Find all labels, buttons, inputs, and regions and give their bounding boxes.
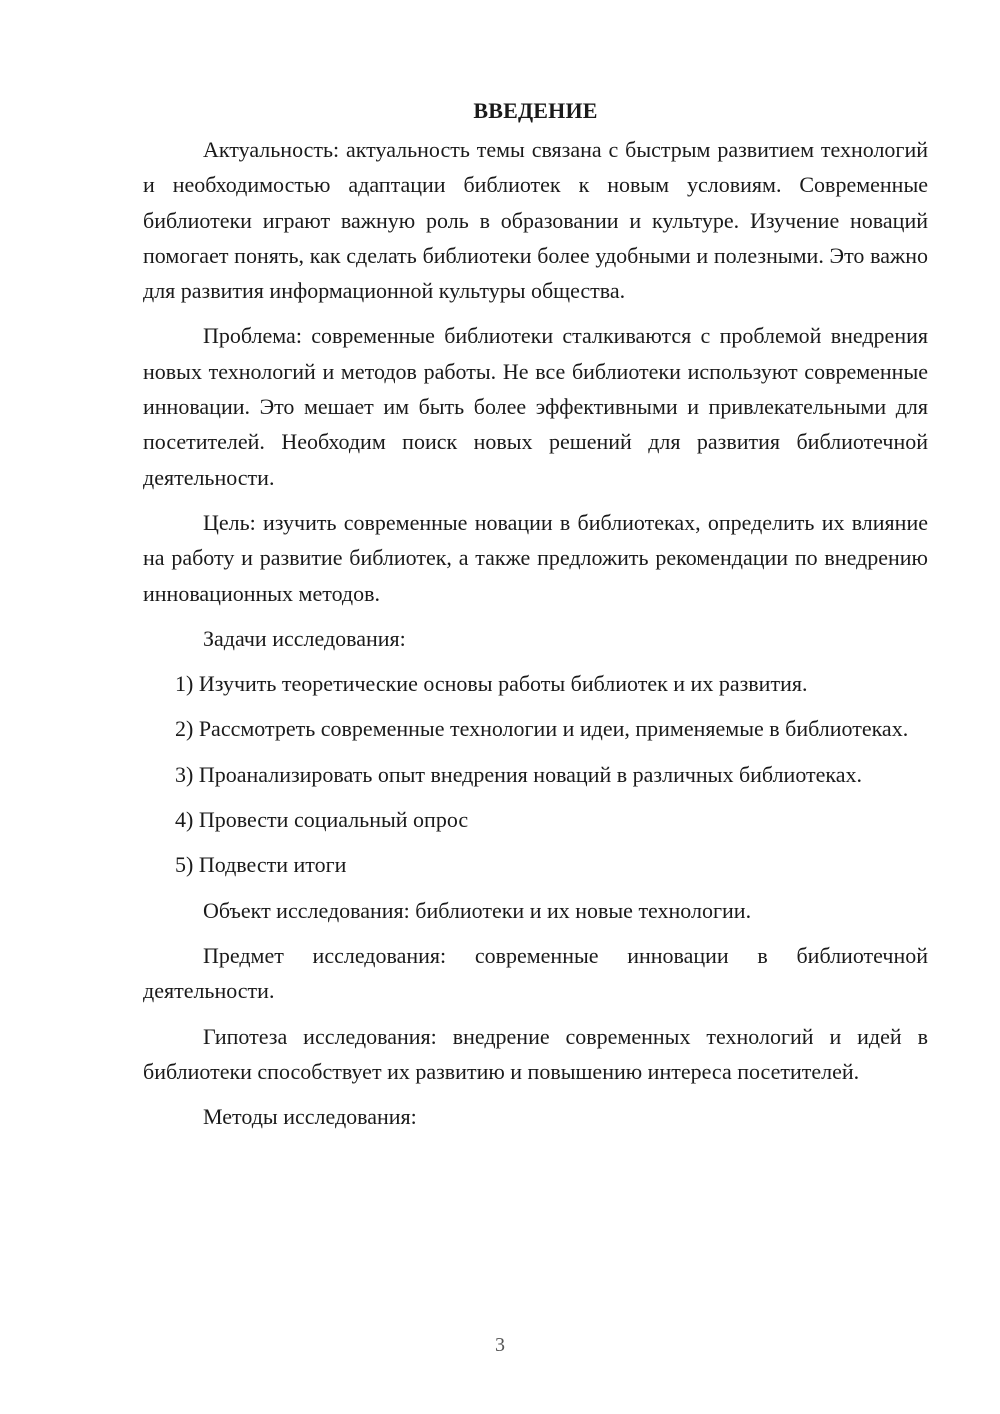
paragraph-methods: Методы исследования:: [203, 1104, 417, 1130]
page-number: 3: [495, 1334, 505, 1356]
task-item-4: 4) Провести социальный опрос: [175, 807, 469, 833]
section-title: ВВЕДЕНИЕ: [473, 98, 598, 123]
task-item-1: 1) Изучить теоретические основы работы библиотек и их развития.: [175, 671, 808, 697]
task-item-2: 2) Рассмотреть современные технологии и идеи, применяемые в библиотеках.: [175, 716, 909, 742]
paragraph-subject: Предмет исследования: современные инновации в библиотечной деятельности.: [143, 942, 928, 1004]
paragraph-tasks-heading: Задачи исследования:: [203, 625, 406, 651]
paragraph-goal: Цель: изучить современные новации в библиотеках, определить их влияние на работу и развитие библиотек, а также предложить рекомендации по внедрению инновационных методов.: [143, 509, 928, 606]
task-item-3: 3) Проанализировать опыт внедрения новаций в различных библиотеках.: [175, 761, 863, 787]
document-page: [143, 96, 928, 1144]
paragraph-problem: Проблема: современные библиотеки сталкиваются с проблемой внедрения новых технологий и методов работы. Не все библиотеки используют современные инновации. Это мешает им быть более эффективными и привлекательными для посетителей. Необходим поиск новых решений для развития библиотечной деятельности.: [143, 323, 928, 490]
task-item-5: 5) Подвести итоги: [175, 852, 347, 878]
paragraph-hypothesis: Гипотеза исследования: внедрение современных технологий и идей в библиотеки способствует их развитию и повышению интереса посетителей.: [143, 1023, 928, 1084]
paragraph-relevance: Актуальность: актуальность темы связана с быстрым развитием технологий и необходимостью адаптации библиотек к новым условиям. Современные библиотеки играют важную роль в образовании и культуре. Изучение новаций помогает понять, как сделать библиотеки более удобными и полезными. Это важно для развития информационной культуры общества.: [143, 137, 928, 304]
paragraph-object: Объект исследования: библиотеки и их новые технологии.: [203, 897, 752, 923]
